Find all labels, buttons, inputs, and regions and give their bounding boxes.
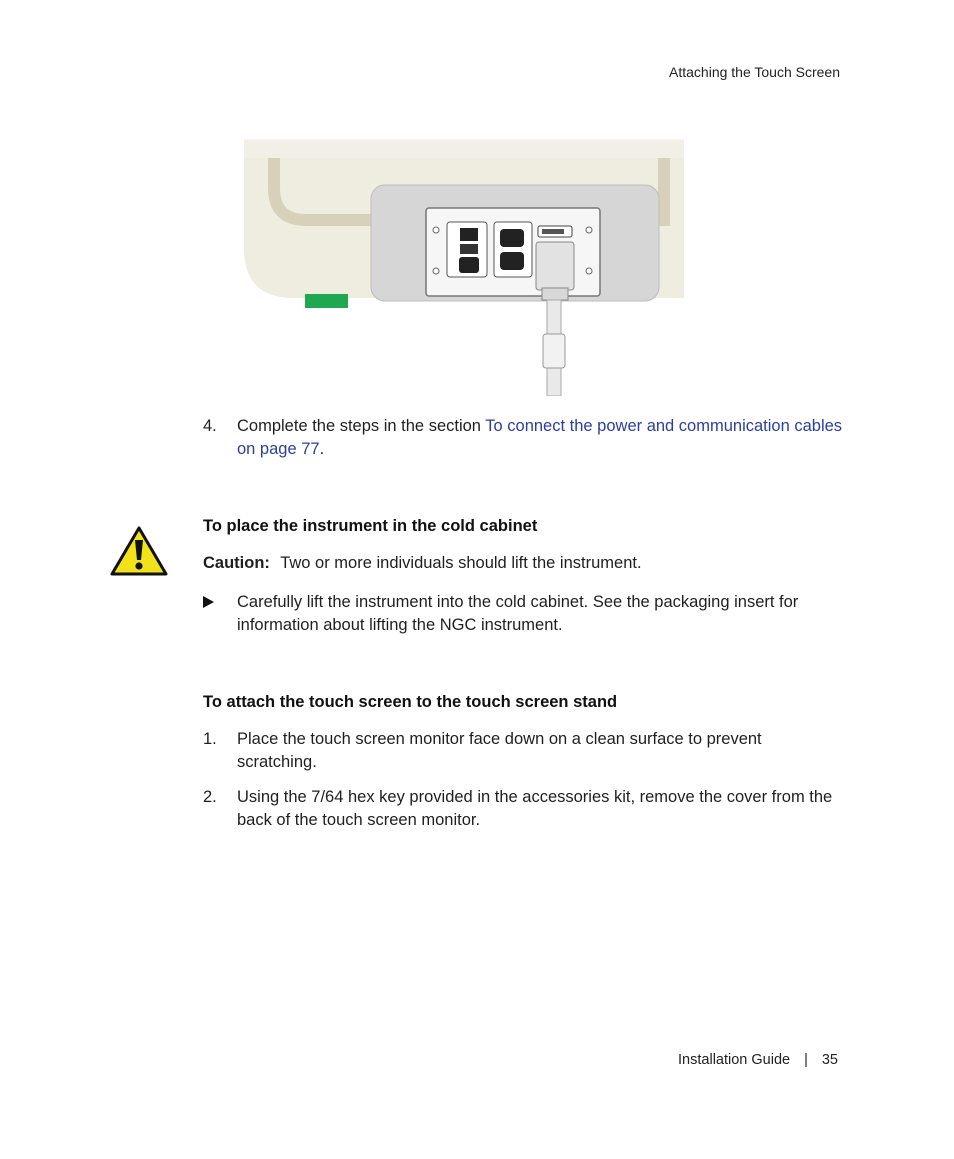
screw-icon <box>433 227 439 233</box>
rear-panel-figure <box>244 138 684 396</box>
step-text: Complete the steps in the section <box>237 417 486 435</box>
step-number: 1. <box>203 730 217 748</box>
step-text-end: . <box>319 440 325 458</box>
bullet-arrow-icon <box>203 596 214 608</box>
section-title-cold-cabinet: To place the instrument in the cold cabinet <box>203 517 538 535</box>
power-outlet-icon <box>500 252 524 270</box>
warning-triangle-icon <box>110 526 168 576</box>
step-2 <box>203 786 843 832</box>
green-foot <box>305 294 348 308</box>
caution-text: Two or more individuals should lift the instrument. <box>280 554 642 572</box>
footer-separator: | <box>804 1052 808 1068</box>
ferrite-bead <box>543 334 565 368</box>
caution-note <box>203 552 642 575</box>
page-number: 35 <box>821 1052 838 1068</box>
step-number: 4. <box>203 417 217 435</box>
screw-icon <box>586 227 592 233</box>
section-title-touch-screen: To attach the touch screen to the touch screen stand <box>203 693 618 711</box>
step-number: 2. <box>203 788 217 806</box>
step-1 <box>203 728 843 774</box>
power-switch-icon <box>460 228 478 241</box>
step-text: Using the 7/64 hex key provided in the accessories kit, remove the cover from the back of the touch screen monitor. <box>237 788 833 829</box>
step-text: Place the touch screen monitor face down on a clean surface to prevent scratching. <box>237 730 762 771</box>
power-outlet-icon <box>500 229 524 247</box>
page-footer <box>678 1052 838 1068</box>
power-inlet-icon <box>459 257 479 273</box>
bullet-text: Carefully lift the instrument into the cold cabinet. See the packaging insert for information about lifting the NGC instrument. <box>237 593 799 634</box>
step-4 <box>203 415 843 461</box>
screw-icon <box>433 268 439 274</box>
cable-plug <box>536 242 574 290</box>
cross-reference-link[interactable]: To connect the power and communication cables on page 77 <box>237 417 843 458</box>
guide-name: Installation Guide <box>678 1052 791 1068</box>
running-header: Attaching the Touch Screen <box>669 64 840 80</box>
instrument-top-fade <box>244 138 684 158</box>
caution-label: Caution: <box>203 554 270 572</box>
screw-icon <box>586 268 592 274</box>
bullet-item <box>203 591 843 637</box>
